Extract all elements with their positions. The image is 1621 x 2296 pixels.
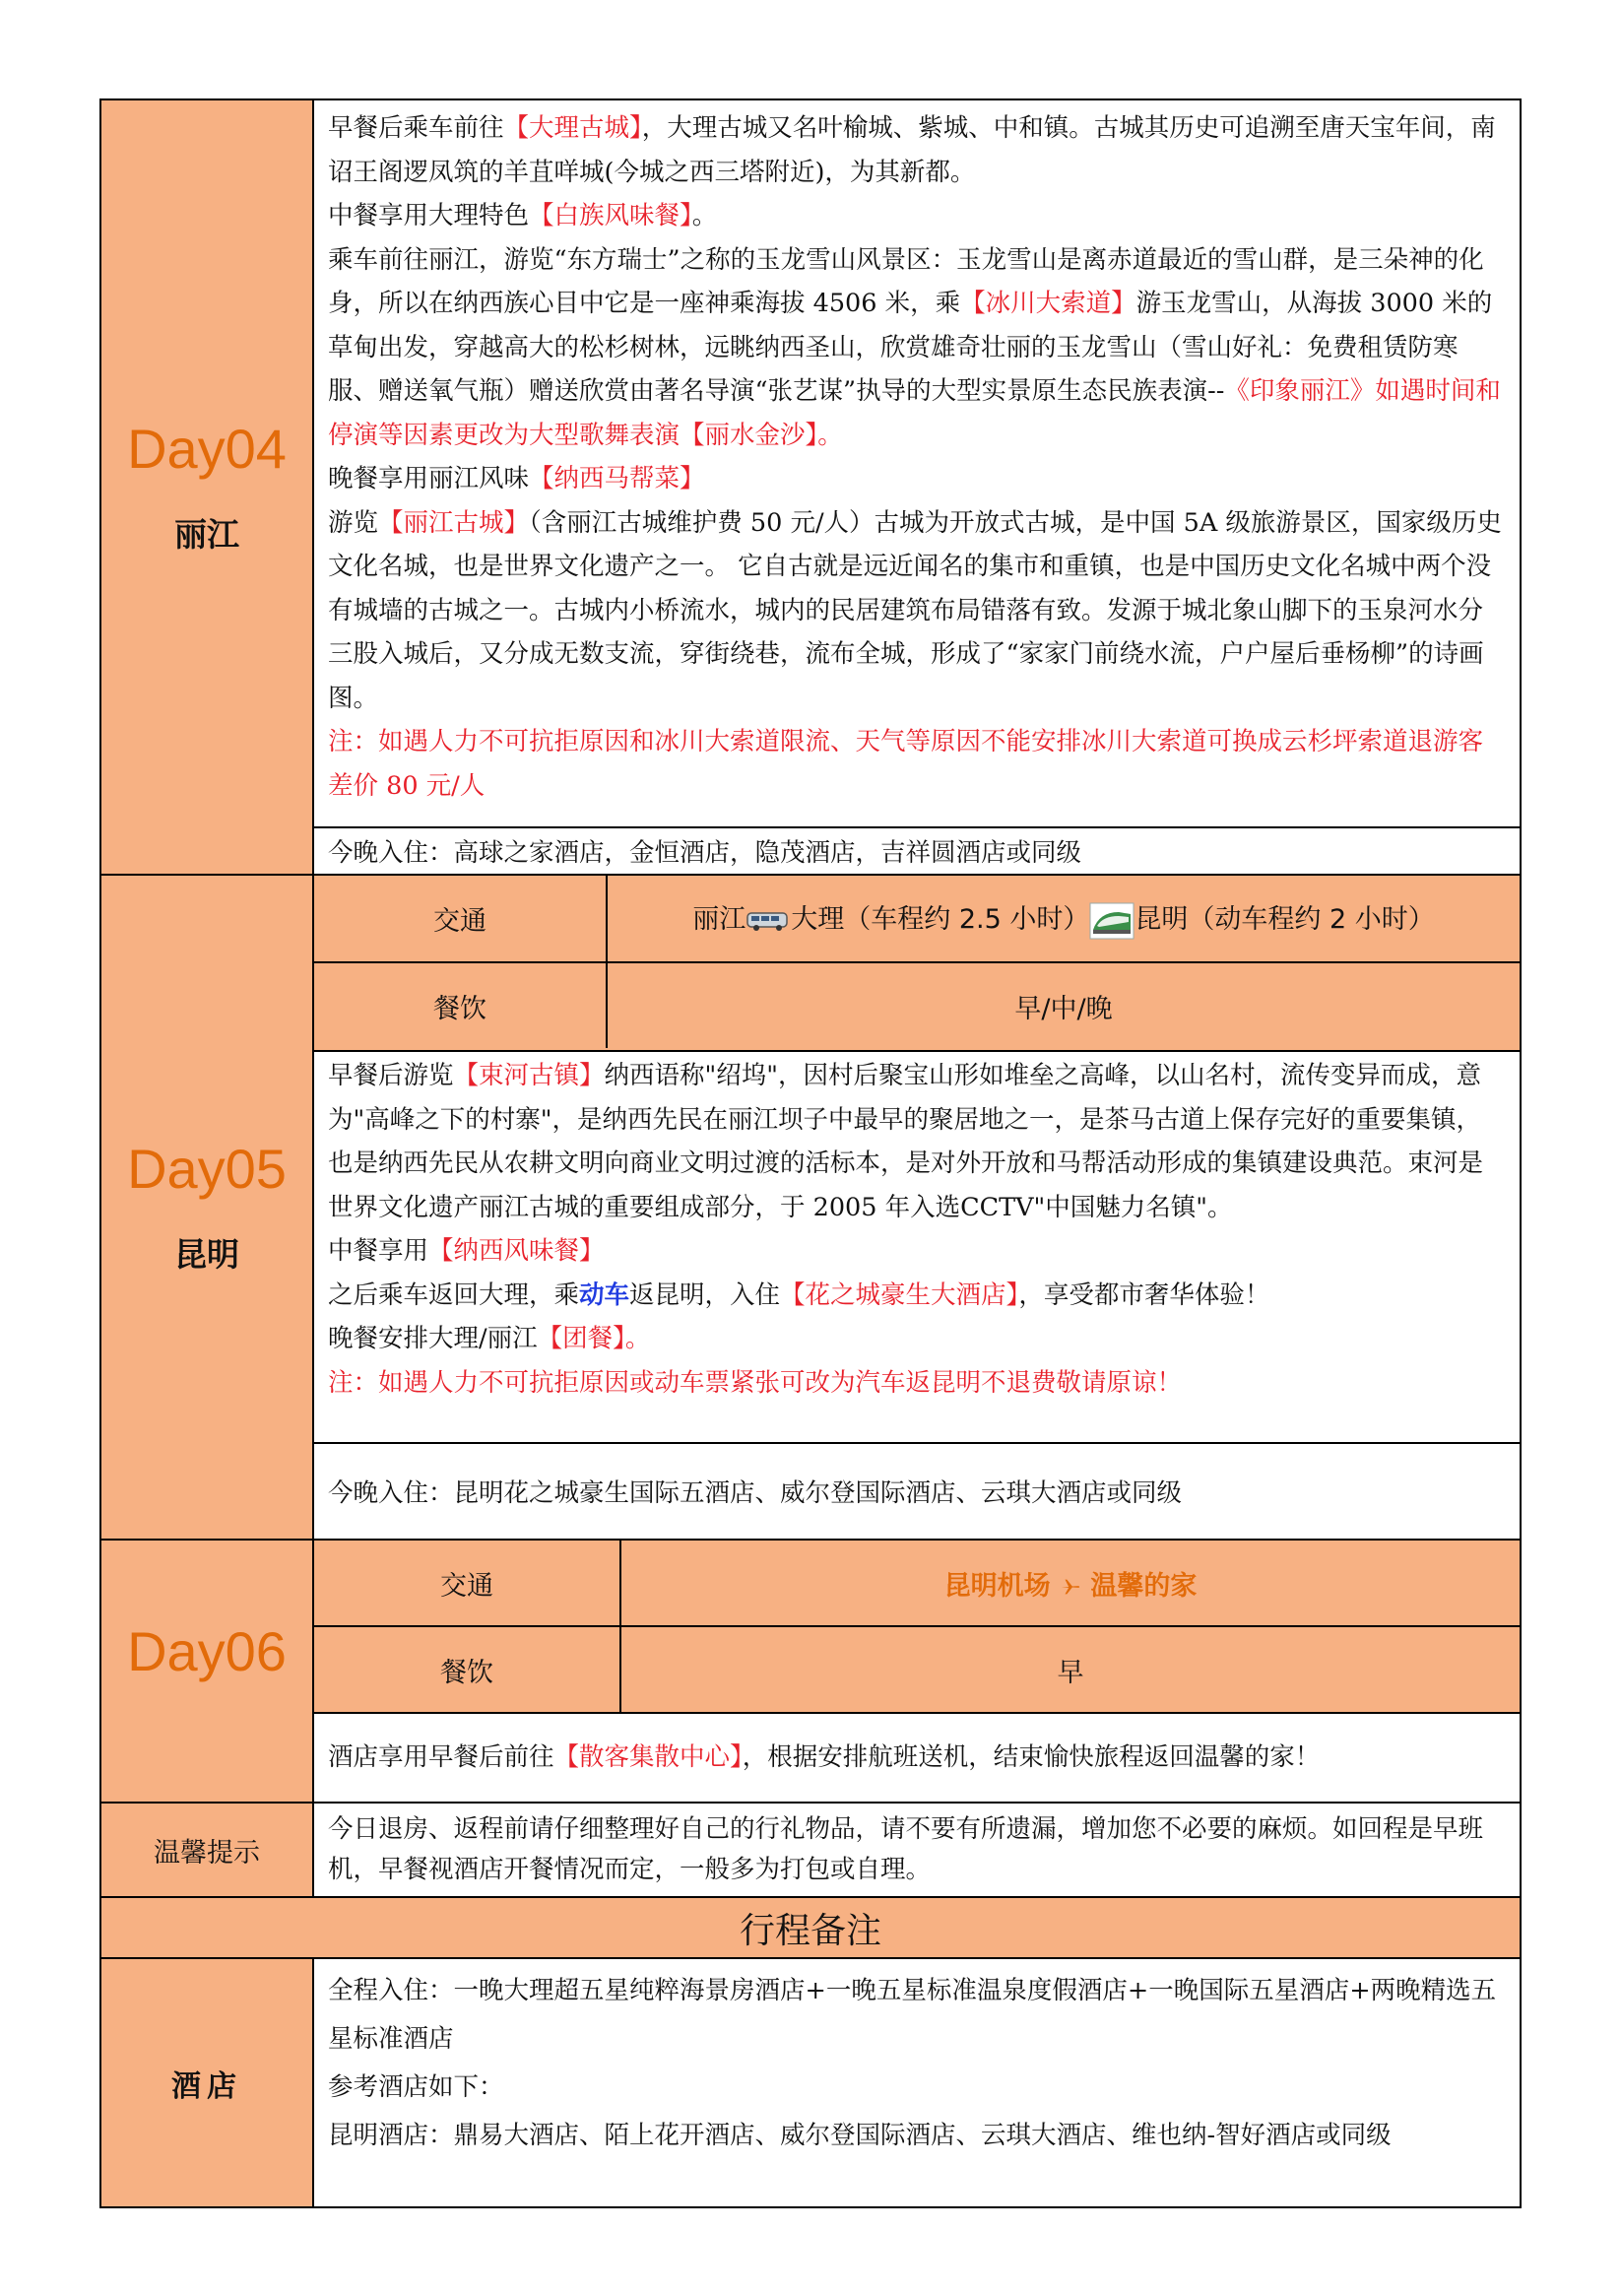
day06-transport-value: [620, 1541, 1520, 1626]
day04-place: 丽江: [174, 514, 239, 554]
day04-label: Day04: [127, 418, 287, 481]
text: ，享受都市奢华体验！: [1018, 1279, 1270, 1310]
day05-paragraph: [328, 1054, 1506, 1229]
airplane-icon: [1060, 1576, 1081, 1598]
text: （含丽江古城维护费 50 元/人）古城为开放式古城，是中国 5A 级旅游景区，国家级历史文化名城，也是世界文化遗产之一。 它自古就是远近闻名的集市和重镇，也是中国历史文化名城中两个没有城墙的古城之一。古城内小桥流水，城内的民居建筑布局错落有致。发源于城北象山脚下的玉泉河水分三股入城后，又分成无数支流，穿街绕巷，流布全城，形成了“家家门前绕水流，户户屋后垂杨柳”的诗画图。: [328, 507, 1502, 713]
highlight-lijiang-old-town: 【丽江古城】: [378, 507, 530, 538]
text: ，大理古城又名叶榆城、紫城、中和镇。古城其历史可追溯至唐天宝年间，南诏王阁逻凤筑的羊苴咩城(今城之西三塔附近)，为其新都。: [328, 113, 1496, 187]
day06-transport-label: 交通: [440, 1570, 493, 1602]
day05-place: 昆明: [174, 1234, 239, 1274]
day04-header-cell: [100, 99, 313, 875]
hotel-line: 参考酒店如下：: [328, 2072, 504, 2102]
text: 游览: [328, 507, 379, 538]
day04-paragraph: [328, 457, 1506, 501]
text: 游玉龙雪山，从海拔 3000 米的草甸出发，穿越高大的松杉树林，远眺纳西圣山，欣赏雄奇壮丽的玉龙雪山（雪山好礼：免费租赁防寒服、赠送氧气瓶）赠送欣赏由著名导演“张艺谋”执导的大型实景原生态民族表演--: [328, 289, 1493, 406]
day05-meals-value: 早/中/晚: [607, 962, 1520, 1048]
day05-paragraph: [328, 1317, 1506, 1361]
day05-content: [313, 1051, 1521, 1443]
day06-content: [313, 1713, 1521, 1803]
text: 早餐后乘车前往: [328, 113, 504, 143]
text: 昆明机场: [943, 1570, 1051, 1602]
hotel-line: 昆明酒店：鼎易大酒店、陌上花开酒店、威尔登国际酒店、云琪大酒店、维也纳-智好酒店或同级: [328, 2121, 1392, 2150]
day06-info-cell: [313, 1540, 1521, 1713]
remarks-title: 行程备注: [100, 1897, 1521, 1958]
hotel-label: 酒店: [100, 1958, 313, 2207]
day06-paragraph: [328, 1736, 1506, 1780]
tips-label: 温馨提示: [100, 1803, 313, 1897]
day06-info-table: [314, 1541, 1520, 1712]
day05-meals-label: 餐饮: [314, 962, 607, 1048]
highlight-shuhe-town: 【束河古镇】: [453, 1061, 605, 1090]
day04-paragraph: [328, 501, 1506, 721]
text: 昆明（动车程约 2 小时）: [1135, 904, 1435, 936]
day04-stay: 今晚入住：高球之家酒店，金恒酒店，隐茂酒店，吉祥圆酒店或同级: [313, 827, 1521, 875]
text: 返昆明，入住: [629, 1279, 781, 1310]
day05-paragraph: [328, 1229, 1506, 1274]
text: 大理（车程约 2.5 小时）: [791, 904, 1090, 936]
day05-header-cell: [100, 875, 313, 1540]
day06-label: Day06: [127, 1619, 287, 1682]
day05-info-cell: [313, 875, 1521, 1051]
text: 之后乘车返回大理，乘: [328, 1279, 580, 1310]
text: 纳西语称"绍坞"，因村后聚宝山形如堆垒之高峰，以山名村，流传变异而成，意为"高峰之下的村寨"，是纳西先民在丽江坝子中最早的聚居地之一，是茶马古道上保存完好的重要集镇，也是纳西先民从农耕文明向商业文明过渡的活标本，是对外开放和马帮活动形成的集镇建设典范。束河是世界文化遗产丽江古城的重要组成部分，于 2005 年入选CCTV"中国魅力名镇"。: [328, 1061, 1484, 1222]
day06-header-cell: [100, 1540, 313, 1803]
day05-label: Day05: [127, 1138, 287, 1201]
tips-text: 今日退房、返程前请仔细整理好自己的行礼物品，请不要有所遗漏，增加您不必要的麻烦。如回程是早班机，早餐视酒店开餐情况而定，一般多为打包或自理。: [313, 1803, 1521, 1897]
highlight-glacier-cableway: 【冰川大索道】: [960, 289, 1136, 318]
day04-content: [313, 99, 1521, 827]
text: 酒店享用早餐后前往: [328, 1742, 554, 1773]
day05-transport-value: [607, 876, 1520, 962]
day04-paragraph: [328, 238, 1506, 458]
hotel-line: 全程入住：一晚大理超五星纯粹海景房酒店+一晚五星标准温泉度假酒店+一晚国际五星酒店+两晚精选五星标准酒店: [328, 1976, 1497, 2054]
day04-paragraph: [328, 194, 1506, 238]
text: 晚餐享用丽江风味: [328, 464, 530, 493]
highlight-hotel: 【花之城豪生大酒店】: [780, 1279, 1019, 1310]
itinerary-table: [99, 98, 1522, 2208]
day04-paragraph: [328, 106, 1506, 194]
day06-meals-value: 早: [620, 1626, 1520, 1712]
highlight-bullet-train: 动车: [579, 1279, 630, 1310]
text: 晚餐安排大理/丽江: [328, 1324, 538, 1353]
text: 乘车前往丽江，游览“东方瑞士”之称的玉龙雪山风景区：玉龙雪山是离赤道最近的雪山群，是三朵神的化身，所以在纳西族心目中它是一座神乘海拔 4506 米，乘: [328, 244, 1484, 318]
highlight-group-meal: 【团餐】。: [537, 1324, 651, 1353]
hotel-content: [313, 1958, 1521, 2207]
day06-meals-label: 餐饮: [314, 1626, 620, 1712]
text: 温馨的家: [1090, 1570, 1198, 1602]
text: 早餐后游览: [328, 1061, 454, 1090]
highlight-naxi-mabang: 【纳西马帮菜】: [529, 464, 705, 493]
day05-info-table: [314, 876, 1520, 1048]
text: ，根据安排航班送机，结束愉快旅程返回温馨的家！: [742, 1742, 1321, 1773]
text: 中餐享用大理特色: [328, 201, 530, 230]
day05-note: 注：如遇人力不可抗拒原因或动车票紧张可改为汽车返昆明不退费敬请原谅！: [328, 1367, 1183, 1398]
highlight-impression-lijiang: 《印象丽江》如遇时间和停演等因素更改为大型歌舞表演【丽水金沙】。: [328, 376, 1501, 450]
highlight-dali-old-town: 【大理古城】: [503, 113, 642, 143]
highlight-gathering-center: 【散客集散中心】: [553, 1742, 743, 1773]
day04-note: 注：如遇人力不可抗拒原因和冰川大索道限流、天气等原因不能安排冰川大索道可换成云杉坪索道退游客差价 80 元/人: [328, 727, 1484, 801]
text: 。: [691, 201, 718, 230]
day05-transport-label: 交通: [433, 906, 486, 937]
text: 丽江: [692, 904, 746, 936]
highlight-bai-meal: 【白族风味餐】: [529, 201, 692, 230]
itinerary-page: [99, 98, 1522, 2208]
train-icon: [1089, 902, 1135, 940]
day05-paragraph: [328, 1274, 1506, 1318]
highlight-naxi-meal: 【纳西风味餐】: [428, 1236, 605, 1266]
day05-stay: 今晚入住：昆明花之城豪生国际五酒店、威尔登国际酒店、云琪大酒店或同级: [313, 1443, 1521, 1540]
text: 中餐享用: [328, 1236, 429, 1266]
bus-icon: [746, 910, 791, 932]
